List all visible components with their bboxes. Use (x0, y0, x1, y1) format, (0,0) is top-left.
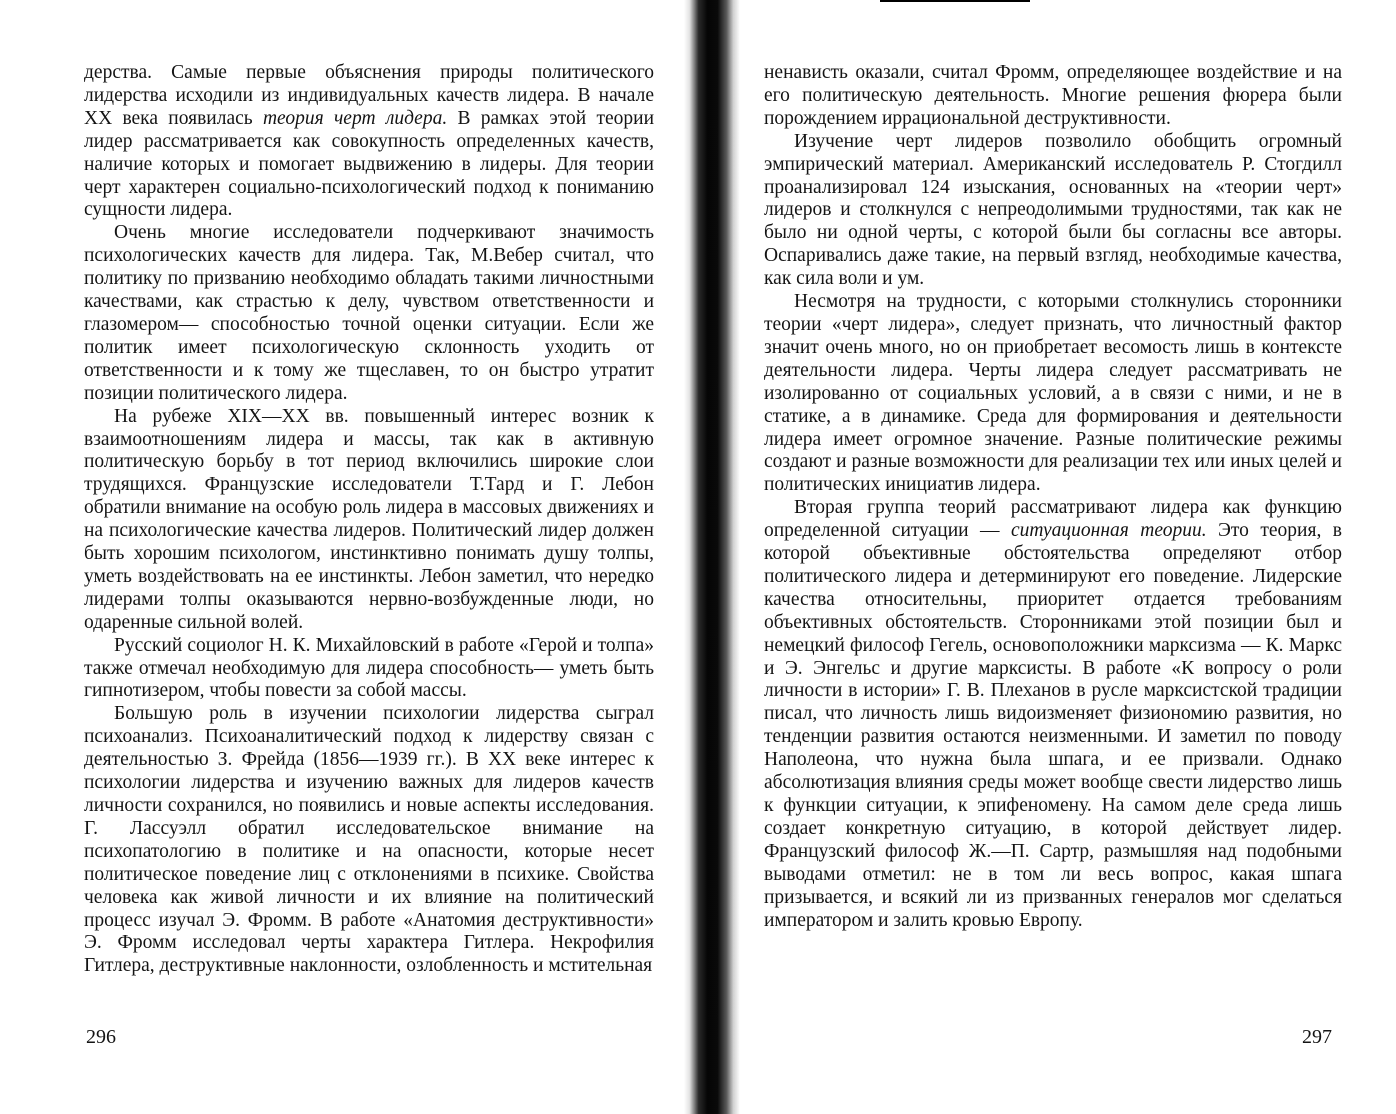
paragraph-text: Большую роль в изучении психологии лидерства сыграл психоанализ. Психоаналитический подход к лидерству связан с деятельностью З. Фрейда (1856—1939 гг.). В XX веке интерес к психологии лидерства и изучению важных для лидеров качеств личности сохранился, но появились и новые аспекты исследования. Г. Лассуэлл обратил исследовательское внимание на психопатологию в политике и на опасности, которые несет политическое поведение лиц с отклонениями в психике. Свойства человека как живой личности и их влияние на политический процесс изучал Э. Фромм. В работе «Анатомия деструктивности» Э. Фромм исследовал черты характера Гитлера. Некрофилия Гитлера, деструктивные наклонности, озлобленность и мстительная (84, 703, 654, 977)
right-page (712, 0, 1396, 1114)
left-page-number: 296 (86, 1026, 116, 1048)
paragraph (764, 497, 1342, 932)
left-page (0, 0, 690, 1114)
paragraph-text: В рамках этой теории лидер рассматривается как совокупность определенных качеств, наличие которых и помогает выдвижению в лидеры. Для теории черт характерен социально-психологический подход к пониманию сущности лидера. (84, 107, 655, 221)
paragraph-text: Вторая группа теорий рассматривают лидера как функцию определенной ситуации — (764, 497, 1342, 542)
paragraph-text: Это теория, в которой объективные обстоятельства определяют отбор политического лидера и детерминируют его поведение. Лидерские качества относительны, приоритет отдается требованиям объективных обстоятельств. Сторонниками этой позиции был и немецкий философ Гегель, основоположники марксизма — К. Маркс и Э. Энгельс и другие марксисты. В работе «К вопросу о роли личности в истории» Г. В. Плеханов в русле марксистской традиции писал, что личность лишь видоизменяет физиономию развития, но тенденции развития остаются неизменными. И заметил по поводу Наполеона, что нужна была шпага, и ее призвали. Однако абсолютизация влияния среды может вообще свести лидерство лишь к функции ситуации, к эпифеномену. На самом деле среда лишь создает конкретную ситуацию, в которой действует лидер. Французский философ Ж.—П. Сартр, размышляя над подобными выводами отметил: не в том ли весь вопрос, какая шпага призывается, и всякий ли из призванных генералов мог сделаться императором и залить кровью Европу. (764, 520, 1342, 931)
paragraph-text: Русский социолог Н. К. Михайловский в работе «Герой и толпа» также отмечал необходимую для лидера способность— уметь быть гипнотизером, чтобы повести за собой массы. (84, 634, 654, 702)
paragraph-text: Изучение черт лидеров позволило обобщить огромный эмпирический материал. Американский исследователь Р. Стогдилл проанализировал 124 изыскания, основанных на «теории черт» лидеров и столкнулся с непреодолимыми трудностями, так как не было ни одной черты, с которой были бы согласны все авторы. Оспаривались даже такие, на первый взгляд, необходимые качества, как сила воли и ум. (764, 130, 1342, 290)
right-page-number: 297 (1302, 1026, 1332, 1048)
paragraph-text: ненависть оказали, считал Фромм, определяющее воздействие и на его политическую деятельность. Многие решения фюрера были порождением иррациональной деструктивности. (764, 62, 1342, 129)
paragraph (84, 222, 654, 405)
paragraph (84, 703, 654, 978)
paragraph (764, 62, 1342, 131)
paragraph-text: Несмотря на трудности, с которыми столкнулись сторонники теории «черт лидера», следует признать, что личностный фактор значит очень много, но он приобретает весомость лишь в контексте деятельности лидера. Черты лидера следует рассматривать не изолированно от социальных условий, а в связи с ними, и не в статике, а в динамике. Среда для формирования и деятельности лидера имеет огромное значение. Разные политические режимы создают и разные возможности для реализации тех или иных целей и политических инициатив лидера. (764, 291, 1342, 496)
paragraph (84, 62, 654, 222)
paragraph-text: Очень многие исследователи подчеркивают значимость психологических качеств для лидера. Так, М.Вебер считал, что политику по призванию необходимо обладать такими личностными качествами, как страстью к делу, чувством ответственности и глазомером— способностью точной оценки ситуации. Если же политик имеет психологическую склонность уходить от ответственности и к тому же тщеславен, то он быстро утратит позиции политического лидера. (84, 222, 654, 404)
paragraph (84, 406, 654, 635)
paragraph-text: дерства. Самые первые объяснения природы политического лидерства исходили из индивидуальных качеств лидера. В начале XX века появилась (84, 62, 654, 129)
right-page-text (764, 62, 1342, 932)
emphasized-term: ситуационная теории. (1010, 520, 1207, 542)
paragraph (764, 291, 1342, 497)
paragraph (84, 635, 654, 704)
left-page-text (84, 62, 654, 978)
paragraph-text: На рубеже XIX—XX вв. повышенный интерес возник к взаимоотношениям лидера и массы, так как в активную политическую борьбу в тот период включились широкие слои трудящихся. Французские исследователи Т.Тард и Г. Лебон обратили внимание на особую роль лидера в массовых движениях и на психологические качества лидеров. Политический лидер должен быть хорошим психологом, инстинктивно понимать душу толпы, уметь воздействовать на ее инстинкты. Лебон заметил, что нередко лидерами толпы оказываются нервно-возбужденные люди, но одаренные сильной волей. (84, 405, 654, 633)
paragraph (764, 131, 1342, 291)
emphasized-term: теория черт лидера. (262, 107, 448, 129)
